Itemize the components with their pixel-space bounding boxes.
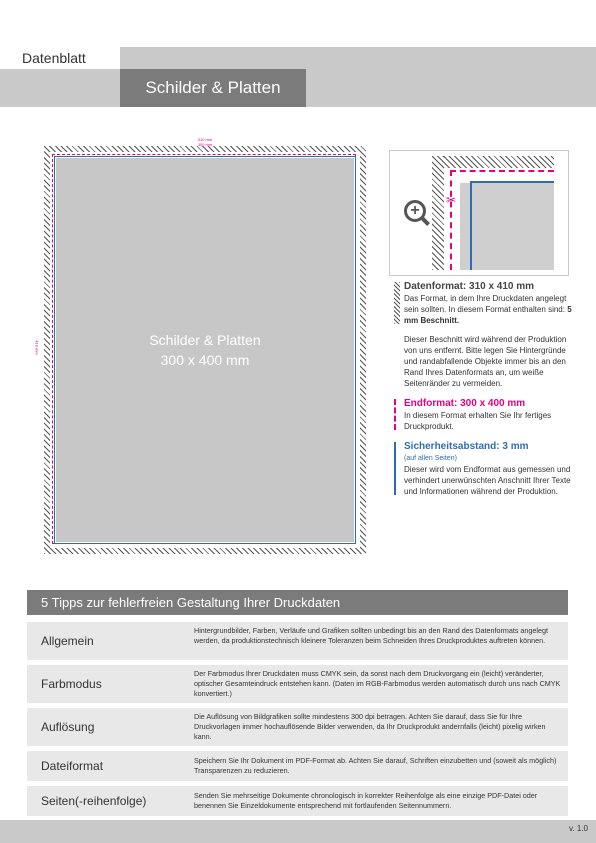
safety-text: Dieser wird vom Endformat aus gemessen und verhindert unerwünschten Anschnitt Ihrer Texte und Informationen während der Produktion. (404, 465, 571, 496)
page-title: Schilder & Platten (120, 69, 306, 107)
safety-heading: Sicherheitsabstand: 3 mm (404, 441, 529, 452)
format-legend (394, 280, 572, 505)
dimension-left: 410 mm (34, 340, 40, 355)
tip-text: Die Auflösung von Bildgrafiken sollte mindestens 300 dpi betragen. Achten Sie darauf, dass Sie für Ihre Druckvorlagen immer hochauflösende Bilder verwenden, da Ihr Druckprodukt andernfalls (leicht) pixelig wirken kann. (194, 712, 546, 741)
plate-label-size: 300 x 400 mm (160, 352, 250, 368)
dimension-top-end: 300 mm (197, 142, 213, 147)
zoom-safety-line-h (470, 181, 554, 183)
legend-safety (394, 440, 572, 497)
zoom-safety-line-v (470, 181, 472, 270)
tip-row (27, 708, 568, 746)
end-format-text: In diesem Format erhalten Sie Ihr fertiges Druckprodukt. (404, 411, 552, 431)
tip-text: Der Farbmodus Ihrer Druckdaten muss CMYK sein, da sonst nach dem Druckvorgang ein (leicht) veränderter, optischer Gesamteindruck entstehen kann. (Daten im RGB-Farbmodus werden automatisch durch uns nach CMYK konvertiert.) (194, 669, 561, 698)
dimension-top (150, 137, 260, 147)
tip-text: Speichern Sie Ihr Dokument im PDF-Format ab. Achten Sie darauf, Schriften einzubetten und (soweit als möglich) Transparenzen zu reduzieren. (194, 756, 557, 775)
data-format-bleed: 5 mm Beschnitt. (404, 305, 572, 325)
datasheet-tab-label: Datenblatt (22, 50, 86, 66)
bleed-marker (394, 282, 400, 324)
tip-title: Dateiformat (41, 759, 104, 773)
tip-title: Auflösung (41, 720, 95, 734)
scissors-icon: ✂ (446, 193, 457, 207)
tips-heading: 5 Tipps zur fehlerfreien Gestaltung Ihrer Druckdaten (27, 590, 568, 615)
version-label: v. 1.0 (569, 824, 588, 833)
tip-title: Allgemein (41, 634, 94, 648)
plate-label (56, 330, 354, 370)
tip-text: Senden Sie mehrseitige Dokumente chronologisch in korrekter Reihenfolge als eine einzige PDF-Datei oder benennen Sie Einzeldokumente entsprechend mit fortlaufenden Seitennummern. (194, 791, 538, 810)
tip-row (27, 665, 568, 703)
zoom-bleed-left (432, 156, 444, 270)
plate-label-name: Schilder & Platten (149, 332, 261, 348)
datasheet-tab (0, 47, 120, 69)
tip-row (27, 622, 568, 660)
dimension-top-data: 310 mm (197, 137, 213, 142)
tip-title: Farbmodus (41, 677, 102, 691)
zoom-in-icon: + (404, 200, 426, 222)
zoom-bleed-top (432, 156, 554, 168)
zoom-end-format-line-h (450, 170, 554, 172)
zoom-plate-area (460, 183, 554, 270)
tip-row (27, 786, 568, 816)
legend-end-format (394, 397, 572, 432)
end-format-heading: Endformat: 300 x 400 mm (404, 398, 526, 409)
end-format-marker (394, 399, 396, 430)
legend-data-format (394, 280, 572, 326)
legend-trim-note (394, 334, 572, 389)
safety-marker (394, 442, 396, 495)
tip-text: Hintergrundbilder, Farben, Verläufe und Grafiken sollten unbedingt bis an den Rand des Datenformats angelegt werden, da produktionstechnisch kleinere Toleranzen beim Schneiden Ihres Druckproduktes auftreten können. (194, 626, 549, 645)
tip-row (27, 751, 568, 781)
zoom-end-format-line-v (450, 170, 452, 270)
data-format-text: Das Format, in dem Ihre Druckdaten angelegt sein sollten. In diesem Format enthalten sind: (404, 294, 567, 314)
footer-band (0, 820, 596, 843)
safety-sub: (auf allen Seiten) (404, 455, 457, 462)
data-format-heading: Datenformat: 310 x 410 mm (404, 281, 535, 292)
tip-title: Seiten(-reihenfolge) (41, 794, 147, 808)
trim-note-text: Dieser Beschnitt wird während der Produktion von uns entfernt. Bitte legen Sie Hintergründe und randabfallende Objekte immer bis an den Rand Ihres Datenformats an, um weiße Seitenränder zu vermeiden. (404, 335, 567, 388)
